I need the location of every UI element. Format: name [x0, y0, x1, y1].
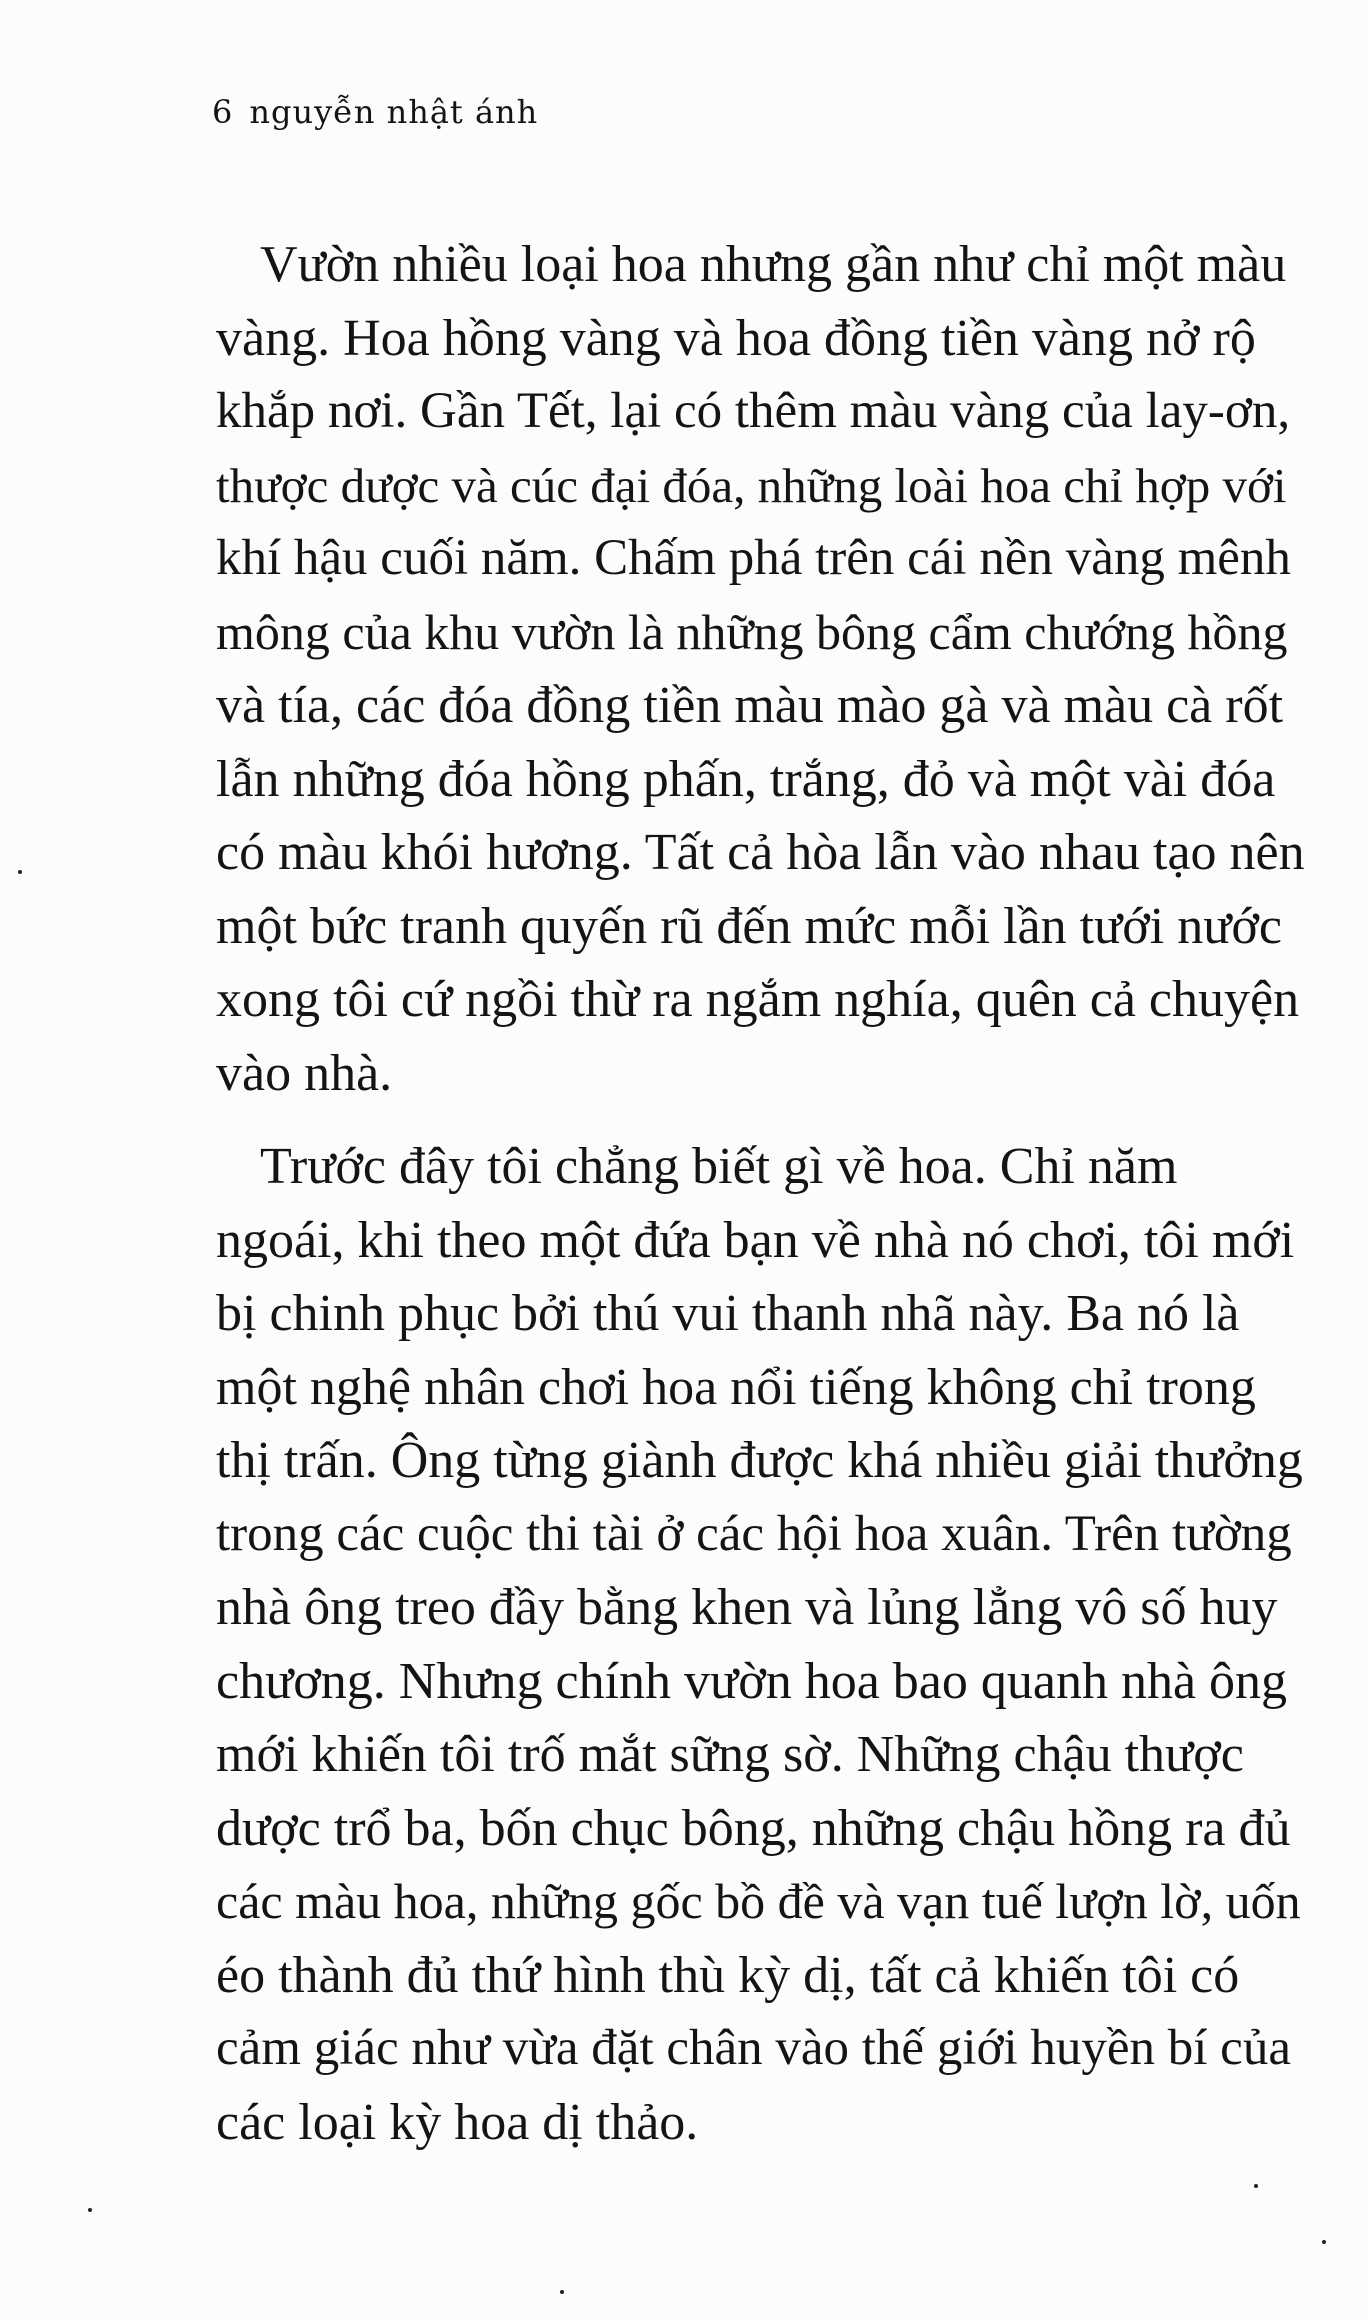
text-line: ngoái, khi theo một đứa bạn về nhà nó chơi, tôi mới: [216, 1211, 1295, 1269]
speck: [1254, 2184, 1258, 2188]
text-line: khắp nơi. Gần Tết, lại có thêm màu vàng của lay-ơn,: [216, 383, 1291, 439]
page-number: 6: [212, 93, 234, 131]
paragraph: [216, 1130, 1306, 2159]
text-line: vào nhà.: [216, 1044, 393, 1102]
speck: [1322, 2240, 1326, 2244]
text-line: éo thành đủ thứ hình thù kỳ dị, tất cả khiến tôi có: [216, 1946, 1240, 2004]
text-line: thị trấn. Ông từng giành được khá nhiều giải thưởng: [216, 1432, 1303, 1489]
speck: [18, 870, 22, 874]
author-name: nguyễn nhật ánh: [249, 93, 539, 131]
text-line: một nghệ nhân chơi hoa nổi tiếng không chỉ trong: [216, 1358, 1256, 1416]
text-line: nhà ông treo đầy bằng khen và lủng lẳng vô số huy: [216, 1579, 1278, 1636]
text-line: lẫn những đóa hồng phấn, trắng, đỏ và một vài đóa: [216, 750, 1276, 808]
text-line: mông của khu vườn là những bông cẩm chướng hồng: [216, 603, 1288, 660]
text-line: bị chinh phục bởi thú vui thanh nhã này. Ba nó là: [216, 1285, 1240, 1342]
text-line: một bức tranh quyến rũ đến mức mỗi lần tưới nước: [216, 897, 1282, 955]
paragraph: [216, 228, 1306, 1110]
text-line: chương. Nhưng chính vườn hoa bao quanh nhà ông: [216, 1652, 1288, 1710]
text-line: cảm giác như vừa đặt chân vào thế giới huyền bí của: [216, 2020, 1291, 2076]
speck: [560, 2290, 564, 2294]
speck: [88, 2208, 92, 2212]
text-line: Vườn nhiều loại hoa nhưng gần như chỉ một màu: [260, 236, 1287, 293]
text-line: các loại kỳ hoa dị thảo.: [216, 2093, 699, 2151]
text-line: các màu hoa, những gốc bồ đề và vạn tuế lượn lờ, uốn: [216, 1873, 1301, 1929]
text-line: Trước đây tôi chẳng biết gì về hoa. Chỉ năm: [260, 1138, 1178, 1195]
text-line: vàng. Hoa hồng vàng và hoa đồng tiền vàng nở rộ: [216, 309, 1256, 367]
text-line: xong tôi cứ ngồi thừ ra ngắm nghía, quên cả chuyện: [216, 971, 1300, 1028]
text-line: khí hậu cuối năm. Chấm phá trên cái nền vàng mênh: [216, 530, 1291, 586]
text-line: thược dược và cúc đại đóa, những loài hoa chỉ hợp với: [216, 457, 1287, 513]
text-line: dược trổ ba, bốn chục bông, những chậu hồng ra đủ: [216, 1799, 1291, 1857]
text-line: mới khiến tôi trố mắt sững sờ. Những chậu thược: [216, 1726, 1244, 1783]
text-line: và tía, các đóa đồng tiền màu mào gà và màu cà rốt: [216, 677, 1284, 734]
text-line: trong các cuộc thi tài ở các hội hoa xuân. Trên tường: [216, 1505, 1292, 1562]
text-line: có màu khói hương. Tất cả hòa lẫn vào nhau tạo nên: [216, 824, 1305, 881]
page-body: [216, 228, 1306, 2159]
page-header: [212, 93, 539, 131]
